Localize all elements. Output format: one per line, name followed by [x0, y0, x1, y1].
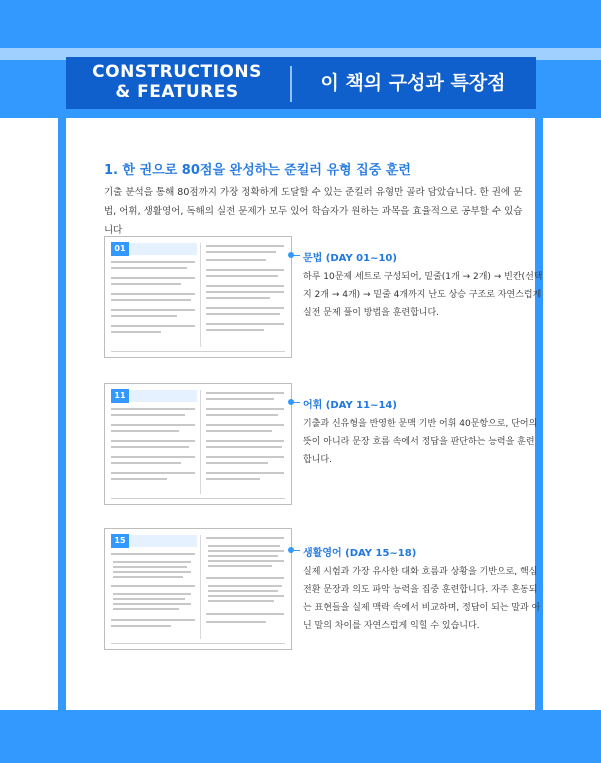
text-line-placeholder	[208, 590, 278, 592]
thumbnail-column-divider	[200, 535, 201, 639]
feature-desc-grammar: 하루 10문제 세트로 구성되어, 밑줄(1개 → 2개) → 빈칸(선택지 2개 → 4개) → 밑줄 4개까지 난도 상승 구조로 자연스럽게 실전 문제 풀이 방법을 훈련합니다.	[303, 272, 543, 318]
text-line-placeholder	[111, 625, 171, 627]
feature-desc-conversation: 실제 시험과 가장 유사한 대화 흐름과 상황을 기반으로, 핵심 전환 문장과 의도 파악 능력을 집중 훈련합니다. 자주 혼동되는 표현들을 실제 맥락 속에서 비교하며, 정답이 되는 말과 아닌 말의 차이를 자연스럽게 익힐 수 있습니다.	[303, 567, 541, 631]
text-line-placeholder	[206, 275, 278, 277]
pointer-dot	[288, 252, 294, 258]
text-line-placeholder	[111, 456, 195, 458]
text-line-placeholder	[113, 598, 185, 600]
text-line-placeholder	[206, 621, 266, 623]
text-line-placeholder	[208, 560, 284, 562]
text-line-placeholder	[206, 307, 284, 309]
thumbnail-column-divider	[200, 243, 201, 347]
pointer-dot	[288, 399, 294, 405]
text-line-placeholder	[206, 430, 272, 432]
brand-title	[71, 62, 283, 102]
text-line-placeholder	[111, 472, 195, 474]
text-line-placeholder	[113, 576, 183, 578]
text-line-placeholder	[111, 585, 195, 587]
day-badge: 01	[111, 242, 129, 256]
text-line-placeholder	[206, 313, 280, 315]
text-line-placeholder	[111, 408, 195, 410]
text-line-placeholder	[206, 414, 278, 416]
text-line-placeholder	[206, 251, 276, 253]
text-line-placeholder	[206, 577, 284, 579]
bottom-band	[0, 710, 601, 763]
text-line-placeholder	[208, 595, 284, 597]
text-line-placeholder	[206, 398, 274, 400]
text-line-placeholder	[206, 323, 284, 325]
text-line-placeholder	[206, 478, 260, 480]
text-line-placeholder	[206, 446, 282, 448]
text-line-placeholder	[111, 424, 195, 426]
text-line-placeholder	[111, 267, 187, 269]
feature-title-grammar: 문법 (DAY 01~10)	[303, 253, 397, 264]
text-line-placeholder	[111, 331, 161, 333]
text-line-placeholder	[113, 566, 187, 568]
thumbnail-footer-rule	[111, 643, 285, 644]
text-line-placeholder	[111, 309, 195, 311]
text-line-placeholder	[113, 571, 191, 573]
text-line-placeholder	[111, 277, 195, 279]
brand-line-2: & FEATURES	[115, 82, 239, 102]
left-frame-bar	[58, 118, 66, 710]
text-line-placeholder	[111, 261, 195, 263]
text-line-placeholder	[206, 462, 268, 464]
text-line-placeholder	[206, 245, 284, 247]
feature-desc-vocabulary: 기출과 신유형을 반영한 문맥 기반 어휘 40문항으로, 단어의 뜻이 아니라 문장 흐름 속에서 정답을 판단하는 능력을 훈련 합니다.	[303, 419, 538, 465]
grammar-page-thumbnail	[104, 236, 292, 358]
text-line-placeholder	[111, 446, 189, 448]
text-line-placeholder	[208, 565, 272, 567]
text-line-placeholder	[206, 424, 284, 426]
text-line-placeholder	[113, 593, 191, 595]
day-badge: 11	[111, 389, 129, 403]
text-line-placeholder	[208, 600, 274, 602]
thumbnail-column-divider	[200, 390, 201, 494]
text-line-placeholder	[208, 545, 280, 547]
text-line-placeholder	[206, 392, 284, 394]
section-intro: 기출 분석을 통해 80점까지 가장 정확하게 도달할 수 있는 준킬러 유형만 골라 담았습니다. 한 권에 문법, 어휘, 생활영어, 독해의 실전 문제가 모두 있어 학습자가 원하는 과목을 효율적으로 공부할 수 있습니다	[104, 187, 523, 236]
text-line-placeholder	[206, 269, 284, 271]
text-line-placeholder	[206, 537, 284, 539]
text-line-placeholder	[208, 555, 278, 557]
text-line-placeholder	[111, 553, 195, 555]
vocabulary-page-thumbnail	[104, 383, 292, 505]
text-line-placeholder	[111, 283, 181, 285]
text-line-placeholder	[111, 430, 179, 432]
text-line-placeholder	[111, 478, 167, 480]
text-line-placeholder	[111, 619, 195, 621]
text-line-placeholder	[206, 291, 284, 293]
text-line-placeholder	[206, 472, 284, 474]
text-line-placeholder	[206, 285, 284, 287]
text-line-placeholder	[111, 440, 195, 442]
text-line-placeholder	[111, 414, 185, 416]
text-line-placeholder	[206, 613, 284, 615]
conversation-page-thumbnail	[104, 528, 292, 650]
text-line-placeholder	[111, 315, 177, 317]
thumbnail-footer-rule	[111, 498, 285, 499]
day-badge: 15	[111, 534, 129, 548]
thumbnail-footer-rule	[111, 351, 285, 352]
section-title: 1. 한 권으로 80점을 완성하는 준킬러 유형 집중 훈련	[104, 163, 411, 178]
feature-title-vocabulary: 어휘 (DAY 11~14)	[303, 400, 397, 411]
text-line-placeholder	[206, 259, 266, 261]
text-line-placeholder	[206, 456, 284, 458]
text-line-placeholder	[206, 408, 284, 410]
text-line-placeholder	[206, 440, 284, 442]
feature-title-conversation: 생활영어 (DAY 15~18)	[303, 548, 417, 559]
text-line-placeholder	[208, 585, 282, 587]
text-line-placeholder	[208, 550, 284, 552]
page-title: 이 책의 구성과 특장점	[320, 72, 506, 94]
brand-line-1: CONSTRUCTIONS	[92, 62, 262, 82]
text-line-placeholder	[206, 297, 270, 299]
text-line-placeholder	[111, 299, 191, 301]
text-line-placeholder	[111, 325, 195, 327]
text-line-placeholder	[113, 608, 179, 610]
text-line-placeholder	[113, 603, 191, 605]
text-line-placeholder	[111, 462, 181, 464]
text-line-placeholder	[206, 329, 264, 331]
pointer-dot	[288, 547, 294, 553]
text-line-placeholder	[111, 293, 195, 295]
text-line-placeholder	[113, 561, 191, 563]
